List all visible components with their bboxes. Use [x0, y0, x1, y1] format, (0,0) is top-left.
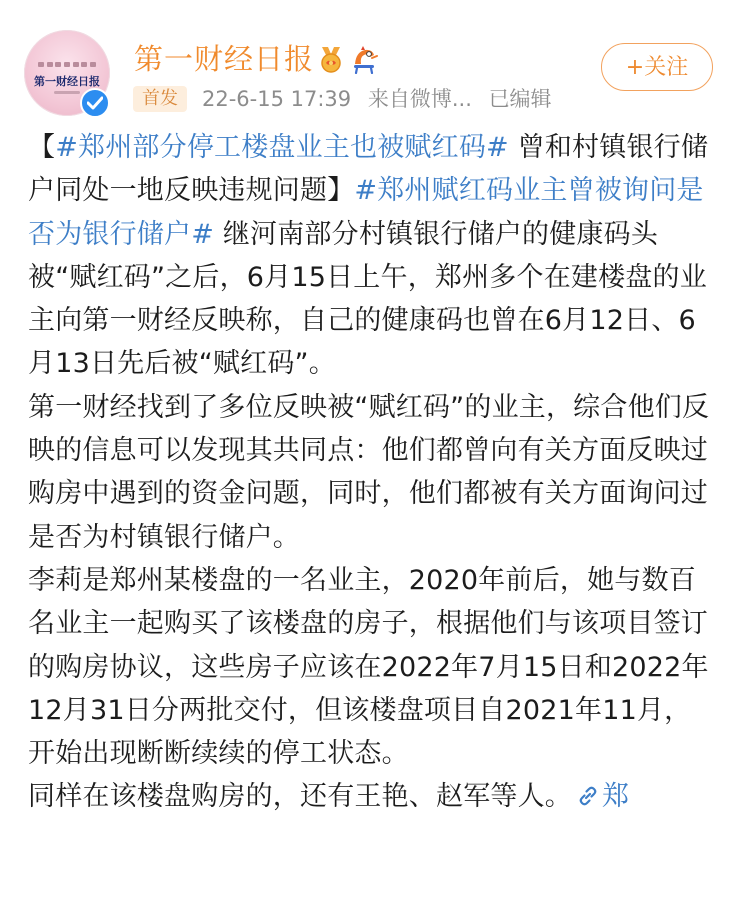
- post-meta: [202, 83, 562, 115]
- post-content: [28, 126, 718, 819]
- paragraph-1: [28, 126, 718, 386]
- link-icon[interactable]: [576, 784, 600, 808]
- avatar-url-decoration: [54, 91, 80, 94]
- headline-text: 曾和村镇银行储户同处一地反映违规问题】: [28, 132, 709, 207]
- hashtag-zhengzhou-owners-red-code[interactable]: #郑州部分停工楼盘业主也被赋红码#: [55, 132, 509, 163]
- first-publish-tag: 首发: [133, 86, 187, 112]
- avatar-logo-text: 第一财经日报: [34, 75, 100, 88]
- paragraph-4-text: 同样在该楼盘购房的，还有王艳、赵军等人。: [28, 781, 572, 813]
- avatar-tagline-decoration: [38, 62, 96, 68]
- paragraph-2: 第一财经找到了多位反映被“赋红码”的业主，综合他们反映的信息可以发现其共同点：他们都曾向有关方面反映过购房中遇到的资金问题，同时，他们都被有关方面询问过是否为村镇银行储户。: [28, 391, 710, 553]
- edited-label[interactable]: 已编辑: [488, 87, 552, 111]
- follow-button[interactable]: +关注: [601, 43, 713, 91]
- hashtag-asked-if-bank-depositor[interactable]: #郑州赋红码业主曾被询问是否为银行储户#: [28, 175, 704, 250]
- paragraph-1-body: 继河南部分村镇银行储户的健康码头被“赋红码”之后，6月15日上午，郑州多个在建楼盘的业主向第一财经反映称，自己的健康码也曾在6月12日、6月13日先后被“赋红码”。: [28, 218, 707, 380]
- post-time: 22-6-15 17:39: [202, 87, 352, 111]
- paragraph-4: [28, 775, 718, 818]
- username[interactable]: 第一财经日报: [134, 42, 315, 76]
- rider-icon[interactable]: [350, 44, 380, 74]
- paragraph-3: 李莉是郑州某楼盘的一名业主，2020年前后，她与数百名业主一起购买了该楼盘的房子，根据他们与该项目签订的购房协议，这些房子应该在2022年7月15日和2022年12月31日分两批交付，但该楼盘项目自2021年11月，开始出现断断续续的停工状态。: [28, 564, 709, 770]
- post-source[interactable]: 来自微博...: [367, 87, 472, 111]
- medal-icon[interactable]: [316, 44, 346, 74]
- truncated-link[interactable]: 郑: [602, 781, 630, 813]
- verified-icon: [80, 88, 110, 118]
- bracket-open: 【: [28, 132, 56, 163]
